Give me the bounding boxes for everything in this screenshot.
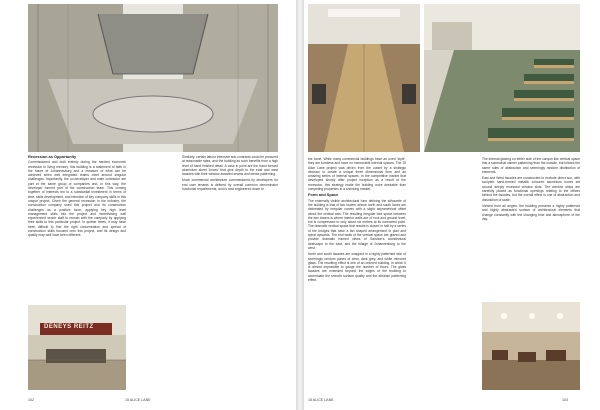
right-page (304, 0, 600, 410)
cafeteria-photo (482, 302, 580, 390)
paragraph: East and West facades are constructed to exclude direct sun, with sculpted hand-formed metallic coloured aluminium boxes set around deeply recessed window slots. The window strips are carefully placed as functional openings relating to the offices behind the facades, but the overall effect is one of abstraction and dissolution of scale. (482, 176, 580, 202)
left-page (0, 0, 296, 410)
paragraph: the bone. While many commercial buildings have an overt 'style', they are formless and have no memorable internal spaces. The 15 Alice Lane project was driven from the outset by a strategic decision to create a unique three dimensional form and an amazing series of internal spaces. In the competitive market that developed shortly after project inception as a result of the recession, this strategy made the building more desirable than competing properties in a shrinking market. (308, 157, 406, 192)
paragraph: Much commercial architecture commissioned by developers for end user tenants is defined by overall common denominator functional requirements, and is cost engineered down to (182, 178, 278, 192)
paragraph: Commissioned and built entirely during the hardest economic recession in living memory, this building is a statement of faith in the future of Johannesburg and a measure of what can be achieved when well integrated teams meet around singular challenges. Importantly, the co-developer and main contractor are part of the same group of companies and, in this way, the developer formed part of the construction team. This coming together of interests led to a substantial investment in terms of time, skills development, and retention of key company skills in this unique project. Given the general recession in the industry, the construction company used this project and its construction challenges as a positive force, applying key high level management skills into the project and incentivising well experienced senior staff to remain with the company by applying their skills to this particular project. In quieter times, it may have been difficult to find the right concentration and spread of construction skills focused onto this project, and its design and quality may well have been different. (28, 160, 126, 238)
atrium-photo (28, 4, 278, 152)
section-heading: Form and Space (308, 192, 339, 198)
section-heading: Recession as Opportunity (28, 154, 77, 159)
paragraph: North and south facades are wrapped in a highly patterned skin of seemingly random panes of clear, dark grey, and white mirrored glass. The resulting effect is one of an ordered building, in which it is almost impossible to gauge the number of floors. The glass facades are extended beyond the edges of the building to accentuate the smooth surface quality and the abstract patterning effect. (308, 252, 406, 283)
signage-text: DENEYS REITZ (44, 324, 94, 330)
paragraph: Viewed from all angles, the building presents a highly patterned and highly abstracted surface of architectural elements that change constantly with the changing time and atmosphere of the day. (482, 203, 580, 221)
paragraph: The externally visible architectural form defining the silhouette of the building is that of two towers whose north and south faces are delineated by irregular curves with a slight asymmetrical offset about the vertical axis. The resulting irregular free space between the two towers is where interior walls are of rock and ground level, but is compressed to only about six metres at its narrowest point. The dramatic vertical space that results is closed in half by a series of tire bridges that have a fan shaped arrangement in plan and spiral upwards. The end walls of the vertical space are glazed and provide dramatic framed views of Sandton's architectural landscape to the east, and the foliage of Johannesburg to the west. (308, 198, 406, 250)
right-column-a (308, 157, 406, 284)
auditorium-photo (424, 4, 580, 152)
folio-number: 103 (562, 398, 568, 402)
paragraph: Similarly, certain labour intensive sub-contracts could be procured at reasonable rates, and the building as such benefits from a high level of hand finished detail. A case in point are the hand formed aluminium sheet 'boxes' that give depth to the east and west facades with their window assisted seams and dense patterning. (182, 155, 278, 177)
folio-title: 15 ALICE LANE (125, 398, 151, 402)
left-column-a (28, 155, 126, 240)
folio-number: 102 (28, 398, 34, 402)
reception-photo (28, 305, 126, 390)
paragraph: The internal glazing on either side of the canyon like vertical space has a somewhat calmer patterning than the outside, but follows the same rules of abstraction and seemingly random distribution of elements. (482, 157, 580, 174)
boardroom-photo (308, 4, 420, 152)
folio-title: 15 ALICE LANE (308, 398, 334, 402)
right-column-b (482, 157, 580, 223)
left-column-b (182, 155, 278, 193)
book-gutter (296, 0, 304, 410)
